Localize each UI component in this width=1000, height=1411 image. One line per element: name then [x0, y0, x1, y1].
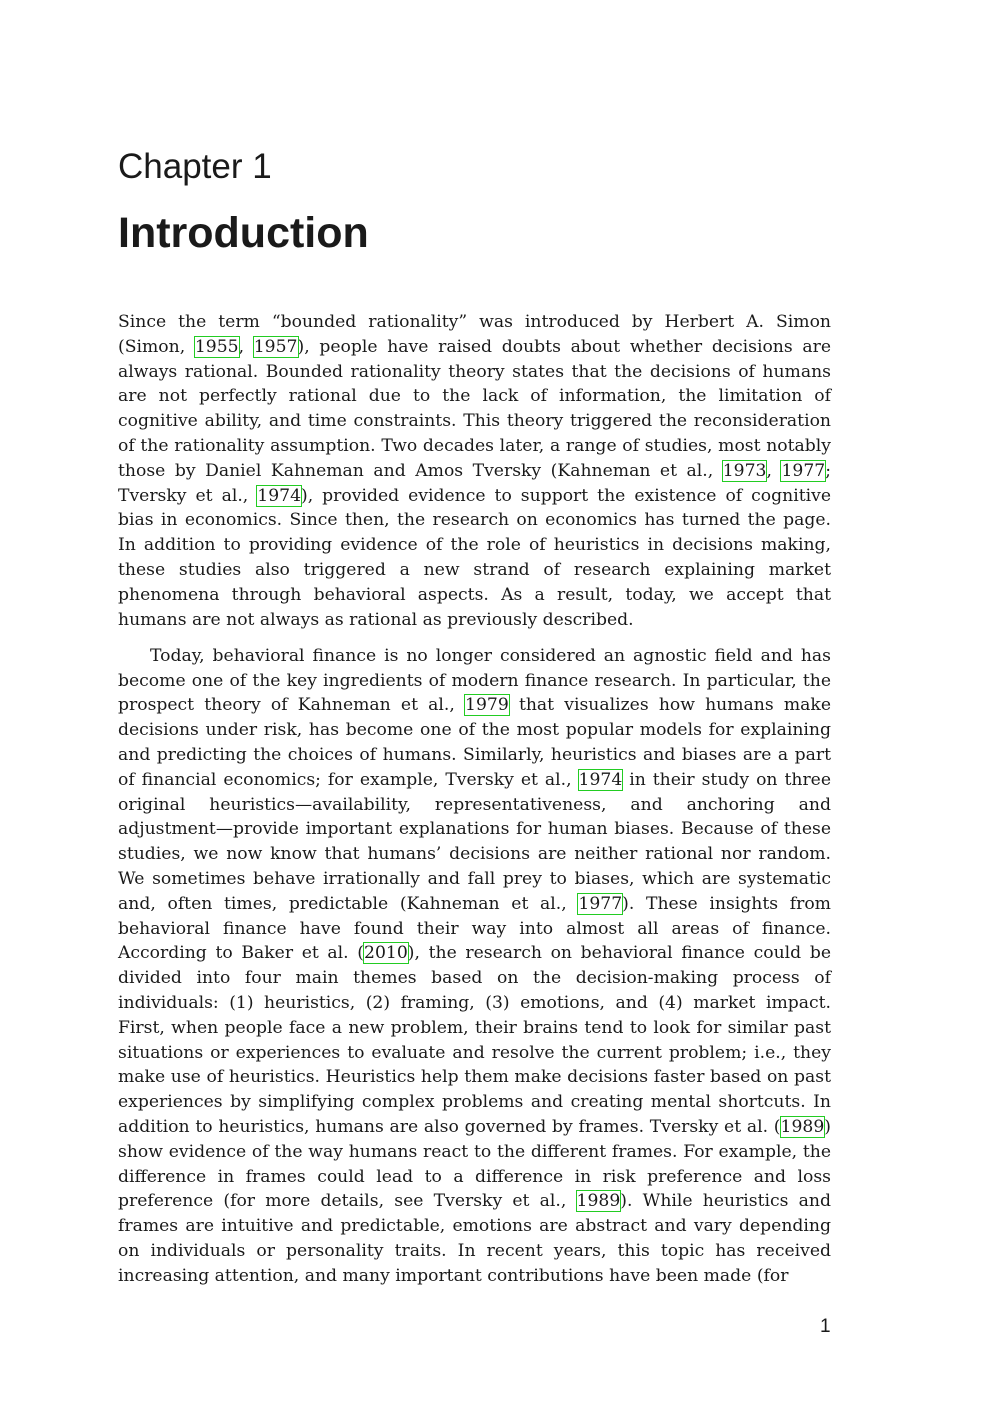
- citation-link[interactable]: 1955: [194, 336, 239, 357]
- text-run: ). While heuristics and frames are intuitive and predictable, emotions are abstract and vary depending on individuals or personality traits. In recent years, this topic has received increasing attention, and many important contributions have been made (for: [118, 1191, 831, 1286]
- citation-link[interactable]: 1977: [578, 893, 623, 914]
- citation-link[interactable]: 1974: [578, 769, 623, 790]
- text-run: ,: [238, 336, 254, 357]
- citation-link[interactable]: 1957: [253, 336, 298, 357]
- text-run: Today, behavioral finance is no longer considered an agnostic field and has become one of the key ingredients of modern finance research. In particular, the prospect theory of Kahneman et al.,: [118, 645, 831, 716]
- text-run: that visualizes how humans make decisions under risk, has become one of the most popular models for explaining and predicting the choices of humans. Similarly, heuristics and biases are a part of financial economics; for example, Tversky et al.,: [118, 695, 831, 790]
- text-run: ), the research on behavioral finance could be divided into four main themes based on the decision-making process of individuals: (1) heuristics, (2) framing, (3) emotions, and (4) market impact. First, when people face a new problem, their brains tend to look for similar past situations or experiences to evaluate and resolve the current problem; i.e., they make use of heuristics. Heuristics help them make decisions faster based on past experiences by simplifying complex problems and creating mental shortcuts. In addition to heuristics, humans are also governed by frames. Tversky et al. (: [118, 943, 831, 1137]
- paragraph: [118, 644, 831, 1289]
- text-run: ) show evidence of the way humans react to the different frames. For example, the difference in frames could lead to a difference in risk preference and loss preference (for more details, see Tversky et al.,: [118, 1117, 831, 1212]
- text-run: ). These insights from behavioral finance have found their way into almost all areas of finance. According to Baker et al. (: [118, 893, 831, 964]
- text-run: ; Tversky et al.,: [118, 460, 832, 506]
- chapter-label: Chapter 1: [118, 147, 272, 186]
- citation-link[interactable]: 1989: [576, 1191, 621, 1212]
- citation-link[interactable]: 1979: [465, 695, 509, 716]
- text-run: ), people have raised doubts about whether decisions are always rational. Bounded rationality theory states that the decisions of humans are not perfectly rational due to the lack of information, the limitation of cognitive ability, and time constraints. This theory triggered the reconsideration of the rationality assumption. Two decades later, a range of studies, most notably those by Daniel Kahneman and Amos Tversky (Kahneman et al.,: [118, 336, 831, 481]
- citation-link[interactable]: 1989: [780, 1117, 825, 1137]
- citation-link[interactable]: 1974: [257, 485, 302, 506]
- page-number: 1: [820, 1316, 831, 1337]
- text-run: in their study on three original heuristics—availability, representativeness, and anchoring and adjustment—provide important explanations for human biases. Because of these studies, we now know that humans’ decisions are neither rational nor random. We sometimes behave irrationally and fall prey to biases, which are systematic and, often times, predictable (Kahneman et al.,: [118, 769, 832, 914]
- text-run: Since the term “bounded rationality” was introduced by Herbert A. Simon (Simon,: [118, 312, 831, 357]
- paragraph: [118, 310, 831, 632]
- citation-link[interactable]: 2010: [364, 943, 408, 964]
- citation-link[interactable]: 1973: [722, 460, 767, 481]
- citation-link[interactable]: 1977: [781, 460, 826, 481]
- chapter-title: Introduction: [118, 209, 369, 257]
- text-run: ,: [766, 460, 782, 481]
- text-run: ), provided evidence to support the existence of cognitive bias in economics. Since then, the research on economics has turned the page. In addition to providing evidence of the role of heuristics in decisions making, these studies also triggered a new strand of research explaining market phenomena through behavioral aspects. As a result, today, we accept that humans are not always as rational as previously described.: [118, 485, 831, 630]
- body-text: [118, 310, 831, 1289]
